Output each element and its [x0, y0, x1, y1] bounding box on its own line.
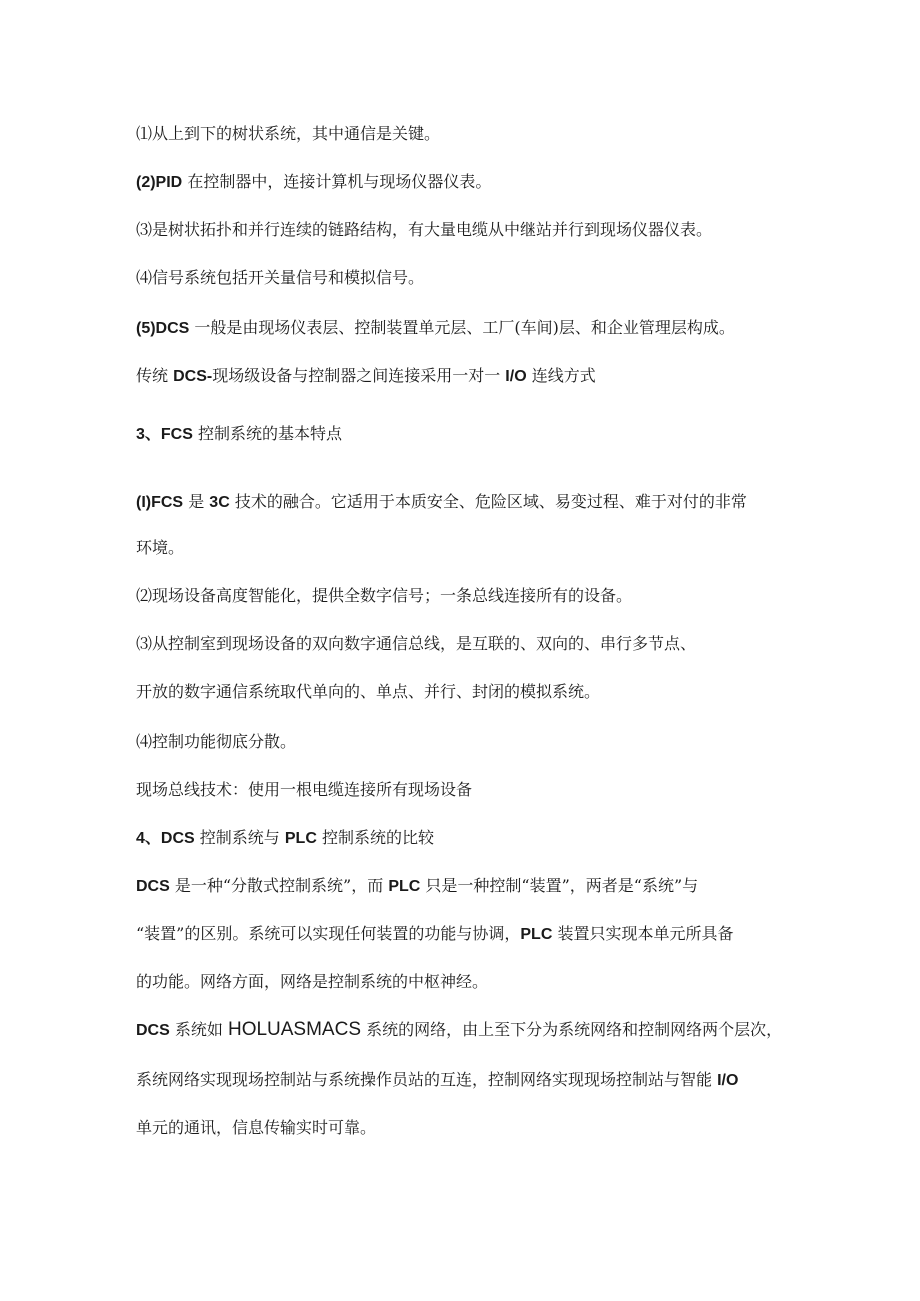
text-run: 单元的通讯，信息传输实时可靠。 [136, 1118, 377, 1137]
paragraph-line [136, 124, 440, 144]
bold-term: (5)DCS [136, 320, 190, 337]
text-run: ⑷信号系统包括开关量信号和模拟信号。 [136, 268, 425, 287]
text-run: 控制系统的基本特点 [192, 424, 342, 443]
bold-term: 3C [209, 494, 230, 511]
bold-term: DCS- [173, 368, 213, 385]
system-name: HOLUASMACS [227, 1019, 361, 1040]
paragraph-line [136, 780, 472, 800]
section-heading [136, 828, 434, 849]
paragraph-line [136, 538, 184, 558]
text-run: 控制系统的比较 [316, 828, 434, 847]
text-run: 是一种“分散式控制系统”，而 [169, 876, 389, 895]
text-run: 技术的融合。它适用于本质安全、危险区域、易变过程、难于对付的非常 [229, 492, 747, 511]
bold-term: I/O [717, 1072, 739, 1089]
bold-term: PLC [388, 878, 421, 895]
text-run: 的功能。网络方面，网络是控制系统的中枢神经。 [136, 972, 489, 991]
paragraph-line [136, 586, 632, 606]
text-run: 系统网络实现现场控制站与系统操作员站的互连，控制网络实现现场控制站与智能 [136, 1070, 718, 1089]
paragraph-line [136, 732, 296, 752]
paragraph-line [136, 492, 747, 513]
bold-term: (2)PID [136, 174, 183, 191]
bold-term: PLC [284, 830, 317, 847]
text-run: ⑶从控制室到现场设备的双向数字通信总线，是互联的、双向的、串行多节点、 [136, 634, 697, 653]
text-run: ⑴从上到下的树状系统，其中通信是关键。 [136, 124, 441, 143]
text-run: ⑶是树状拓扑和并行连续的链路结构，有大量电缆从中继站并行到现场仪器仪表。 [136, 220, 713, 239]
bold-term: DCS [136, 878, 170, 895]
text-run: 是 [183, 492, 210, 511]
text-run: 现场总线技术：使用一根电缆连接所有现场设备 [136, 780, 473, 799]
text-run: 控制系统与 [194, 828, 285, 847]
paragraph-line [136, 366, 596, 387]
paragraph-line [136, 268, 424, 288]
paragraph-line [136, 318, 735, 339]
text-run: 连线方式 [526, 366, 596, 385]
paragraph-line [136, 876, 698, 897]
text-run: “装置”的区别。系统可以实现任何装置的功能与协调， [136, 924, 521, 943]
text-run: 环境。 [136, 538, 185, 557]
text-run: 现场级设备与控制器之间连接采用一对一 [212, 366, 506, 385]
paragraph-line [136, 634, 696, 654]
text-run: 在控制器中，连接计算机与现场仪器仪表。 [182, 172, 492, 191]
paragraph-line [136, 220, 712, 240]
bold-term: DCS [136, 1022, 170, 1039]
paragraph-line [136, 682, 600, 702]
bold-term: 3、FCS [136, 426, 193, 443]
bold-term: PLC [520, 926, 553, 943]
section-heading [136, 424, 342, 445]
paragraph-line [136, 1020, 782, 1041]
text-run: 系统如 [169, 1020, 228, 1039]
paragraph-line [136, 1070, 738, 1091]
text-run: 装置只实现本单元所具备 [552, 924, 734, 943]
text-run: 系统的网络，由上至下分为系统网络和控制网络两个层次， [361, 1020, 783, 1039]
paragraph-line [136, 924, 733, 945]
text-run: ⑷控制功能彻底分散。 [136, 732, 297, 751]
paragraph-line [136, 172, 491, 193]
paragraph-line [136, 1118, 376, 1138]
text-run: 只是一种控制“装置”，两者是“系统”与 [420, 876, 699, 895]
bold-term: I/O [505, 368, 527, 385]
bold-term: 4、DCS [136, 830, 195, 847]
paragraph-line [136, 972, 488, 992]
text-run: 传统 [136, 366, 174, 385]
text-run: 一般是由现场仪表层、控制装置单元层、工厂(车间)层、和企业管理层构成。 [189, 318, 735, 337]
text-run: 开放的数字通信系统取代单向的、单点、并行、封闭的模拟系统。 [136, 682, 601, 701]
bold-term: (I)FCS [136, 494, 184, 511]
text-run: ⑵现场设备高度智能化，提供全数字信号；一条总线连接所有的设备。 [136, 586, 633, 605]
